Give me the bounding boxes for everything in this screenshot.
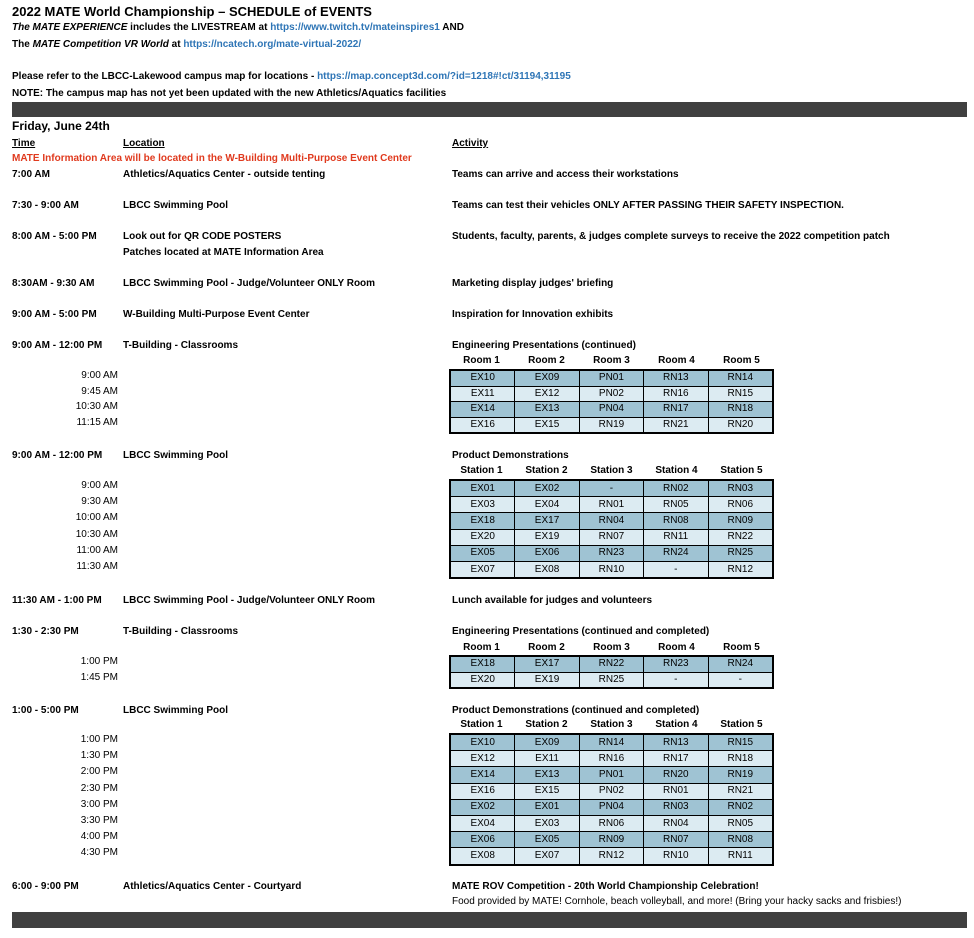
event-location: LBCC Swimming Pool <box>123 705 228 716</box>
table-cell: EX15 <box>515 783 579 799</box>
event-activity: Engineering Presentations (continued) <box>452 340 636 351</box>
grid-column-header: Room 4 <box>658 642 695 653</box>
table-cell: RN03 <box>708 480 773 497</box>
grid-column-header: Station 1 <box>460 465 503 476</box>
campus-map-note: NOTE: The campus map has not yet been updated with the new Athletics/Aquatics facilities <box>12 88 447 99</box>
table-row <box>450 848 773 865</box>
table-cell: EX09 <box>515 734 579 751</box>
table-cell: - <box>708 672 773 688</box>
table-cell: RN25 <box>579 672 643 688</box>
table-cell: EX03 <box>515 815 579 831</box>
slot-time: 11:15 AM <box>76 416 118 428</box>
table-row <box>450 545 773 561</box>
table-cell: EX10 <box>450 734 515 751</box>
table-cell: EX06 <box>450 832 515 848</box>
table-cell: EX16 <box>450 783 515 799</box>
slot-time: 9:45 AM <box>81 385 118 397</box>
table-cell: EX20 <box>450 672 515 688</box>
grid-column-header: Room 4 <box>658 355 695 366</box>
table-cell: RN01 <box>579 497 643 513</box>
slot-time: 1:45 PM <box>80 671 118 683</box>
slot-time: 1:30 PM <box>80 750 118 762</box>
header-line2-pre: The <box>12 39 33 50</box>
table-cell: EX11 <box>515 751 579 767</box>
table-cell: EX19 <box>515 672 579 688</box>
table-cell: EX07 <box>515 848 579 865</box>
column-header-location: Location <box>123 138 165 149</box>
table-cell: RN16 <box>644 386 708 402</box>
table-cell: EX12 <box>515 386 579 402</box>
table-cell: EX06 <box>515 545 579 561</box>
page-title: 2022 MATE World Championship – SCHEDULE of EVENTS <box>12 4 372 19</box>
grid-column-header: Station 4 <box>655 465 698 476</box>
table-cell: RN10 <box>644 848 708 865</box>
table-cell: PN01 <box>579 370 643 386</box>
grid-column-header: Room 2 <box>528 355 565 366</box>
table-cell: RN18 <box>708 402 773 418</box>
table-row <box>450 561 773 578</box>
table-row <box>450 480 773 497</box>
grid-column-header: Station 5 <box>720 719 763 730</box>
schedule-table <box>449 733 774 866</box>
event-activity: Marketing display judges' briefing <box>452 278 614 289</box>
slot-time: 11:30 AM <box>76 561 118 572</box>
column-header-time: Time <box>12 138 36 149</box>
header-line1-mid: includes the LIVESTREAM at <box>127 22 271 33</box>
table-cell: RN20 <box>708 417 773 433</box>
table-row <box>450 832 773 848</box>
header-line-livestream <box>12 22 464 33</box>
table-row <box>450 497 773 513</box>
table-cell: RN15 <box>708 734 773 751</box>
table-cell: RN24 <box>644 545 708 561</box>
table-row <box>450 386 773 402</box>
schedule-table <box>449 655 774 689</box>
table-cell: RN22 <box>579 656 643 672</box>
table-cell: EX17 <box>515 656 579 672</box>
table-cell: PN01 <box>579 767 643 783</box>
table-cell: RN06 <box>708 497 773 513</box>
event-location: Look out for QR CODE POSTERS <box>123 231 282 242</box>
table-cell: EX05 <box>450 545 515 561</box>
table-cell: EX18 <box>450 656 515 672</box>
grid-column-header: Station 3 <box>590 719 633 730</box>
event-location: W-Building Multi-Purpose Event Center <box>123 309 310 320</box>
table-cell: EX12 <box>450 751 515 767</box>
table-cell: RN25 <box>708 545 773 561</box>
table-cell: EX14 <box>450 402 515 418</box>
table-cell: RN15 <box>708 386 773 402</box>
grid-column-header: Room 1 <box>463 642 500 653</box>
table-cell: RN05 <box>644 497 708 513</box>
table-cell: EX05 <box>515 832 579 848</box>
table-cell: RN16 <box>579 751 643 767</box>
table-row <box>450 815 773 831</box>
event-activity: Teams can test their vehicles ONLY AFTER PASSING THEIR SAFETY INSPECTION. <box>452 200 844 211</box>
table-cell: RN01 <box>644 783 708 799</box>
slot-time: 3:00 PM <box>80 798 118 810</box>
table-cell: EX16 <box>450 417 515 433</box>
table-cell: EX14 <box>450 767 515 783</box>
table-cell: EX18 <box>450 513 515 529</box>
table-row <box>450 672 773 688</box>
grid-column-header: Room 2 <box>528 642 565 653</box>
table-cell: EX01 <box>515 799 579 815</box>
slot-time: 3:30 PM <box>80 815 118 826</box>
table-row <box>450 783 773 799</box>
table-cell: RN19 <box>579 417 643 433</box>
table-cell: RN07 <box>579 529 643 545</box>
table-row <box>450 734 773 751</box>
table-cell: EX10 <box>450 370 515 386</box>
grid-column-header: Station 5 <box>720 465 763 476</box>
table-cell: EX03 <box>450 497 515 513</box>
table-cell: PN02 <box>579 783 643 799</box>
event-activity: Lunch available for judges and volunteers <box>452 595 653 606</box>
table-cell: RN23 <box>579 545 643 561</box>
schedule-table <box>449 479 774 579</box>
table-cell: RN02 <box>708 799 773 815</box>
table-cell: EX09 <box>515 370 579 386</box>
campus-map-line <box>12 71 571 82</box>
table-cell: RN05 <box>708 815 773 831</box>
slot-time: 2:30 PM <box>80 782 118 794</box>
vr-world-link[interactable]: https://ncatech.org/mate-virtual-2022/ <box>183 39 362 50</box>
day-heading: Friday, June 24th <box>12 119 110 133</box>
grid-column-header: Room 5 <box>723 642 760 653</box>
grid-column-header: Room 1 <box>463 355 500 366</box>
table-cell: RN18 <box>708 751 773 767</box>
event-time: 9:00 AM - 12:00 PM <box>12 450 103 461</box>
event-activity: Inspiration for Innovation exhibits <box>452 309 614 320</box>
info-area-notice: MATE Information Area will be located in the W-Building Multi-Purpose Event Center <box>12 153 412 164</box>
table-row <box>450 767 773 783</box>
table-cell: RN20 <box>644 767 708 783</box>
event-location: Athletics/Aquatics Center - Courtyard <box>123 881 302 892</box>
table-cell: RN02 <box>644 480 708 497</box>
event-location: LBCC Swimming Pool <box>123 200 228 211</box>
grid-column-header: Station 4 <box>655 719 698 730</box>
event-time: 6:00 - 9:00 PM <box>12 881 79 892</box>
table-cell: RN07 <box>644 832 708 848</box>
bottom-divider-bar <box>12 912 967 928</box>
table-cell: EX11 <box>450 386 515 402</box>
event-time: 11:30 AM - 1:00 PM <box>12 595 102 606</box>
grid-column-header: Station 2 <box>525 465 568 476</box>
table-cell: EX04 <box>515 497 579 513</box>
grid-column-header: Station 1 <box>460 719 503 730</box>
slot-time: 9:30 AM <box>81 496 118 508</box>
table-cell: RN17 <box>644 402 708 418</box>
table-cell: RN13 <box>644 370 708 386</box>
table-cell: - <box>644 672 708 688</box>
table-cell: - <box>644 561 708 578</box>
header-line-vr <box>12 39 361 50</box>
table-cell: RN11 <box>644 529 708 545</box>
table-cell: RN09 <box>579 832 643 848</box>
table-cell: RN10 <box>579 561 643 578</box>
table-cell: EX15 <box>515 417 579 433</box>
table-row <box>450 402 773 418</box>
grid-column-header: Room 5 <box>723 355 760 366</box>
table-cell: EX08 <box>450 848 515 865</box>
event-time: 8:30AM - 9:30 AM <box>12 278 95 289</box>
event-location: T-Building - Classrooms <box>123 340 239 351</box>
table-cell: EX13 <box>515 402 579 418</box>
table-row <box>450 799 773 815</box>
table-cell: RN08 <box>708 832 773 848</box>
slot-time: 10:00 AM <box>75 512 118 524</box>
table-cell: RN04 <box>644 815 708 831</box>
table-cell: EX20 <box>450 529 515 545</box>
table-cell: EX19 <box>515 529 579 545</box>
column-header-activity: Activity <box>452 138 489 149</box>
table-cell: RN21 <box>644 417 708 433</box>
table-cell: EX13 <box>515 767 579 783</box>
table-cell: RN23 <box>644 656 708 672</box>
grid-column-header: Station 2 <box>525 719 568 730</box>
slot-time: 10:30 AM <box>75 528 118 540</box>
slot-time: 2:00 PM <box>80 766 118 778</box>
table-cell: EX04 <box>450 815 515 831</box>
slot-time: 1:00 PM <box>80 734 118 745</box>
table-cell: RN11 <box>708 848 773 865</box>
event-time: 9:00 AM - 5:00 PM <box>12 309 97 320</box>
table-cell: EX02 <box>515 480 579 497</box>
slot-time: 9:00 AM <box>81 370 118 381</box>
event-activity: Product Demonstrations (continued and completed) <box>452 705 700 716</box>
event-location: LBCC Swimming Pool - Judge/Volunteer ONLY Room <box>123 595 376 606</box>
table-cell: RN13 <box>644 734 708 751</box>
table-row <box>450 417 773 433</box>
event-location: LBCC Swimming Pool - Judge/Volunteer ONLY Room <box>123 278 376 289</box>
table-cell: - <box>579 480 643 497</box>
grid-column-header: Room 3 <box>593 355 630 366</box>
table-cell: RN21 <box>708 783 773 799</box>
table-cell: RN06 <box>579 815 643 831</box>
event-time: 1:00 - 5:00 PM <box>12 705 79 716</box>
table-cell: RN04 <box>579 513 643 529</box>
slot-time: 1:00 PM <box>80 656 118 667</box>
table-cell: PN02 <box>579 386 643 402</box>
vr-world-label: MATE Competition VR World <box>32 39 169 50</box>
event-activity: Teams can arrive and access their workstations <box>452 169 679 180</box>
campus-map-link[interactable]: https://map.concept3d.com/?id=1218#!ct/31194,31195 <box>317 71 571 82</box>
table-cell: PN04 <box>579 402 643 418</box>
event-location: T-Building - Classrooms <box>123 626 239 637</box>
table-cell: EX07 <box>450 561 515 578</box>
header-line2-mid: at <box>168 39 184 50</box>
table-cell: EX17 <box>515 513 579 529</box>
table-cell: RN08 <box>644 513 708 529</box>
table-cell: EX02 <box>450 799 515 815</box>
event-time: 1:30 - 2:30 PM <box>12 626 79 637</box>
campus-map-text: Please refer to the LBCC-Lakewood campus map for locations - <box>12 71 318 82</box>
grid-column-header: Station 3 <box>590 465 633 476</box>
table-cell: RN14 <box>708 370 773 386</box>
slot-time: 10:30 AM <box>75 401 118 412</box>
slot-time: 11:00 AM <box>76 544 118 556</box>
table-cell: RN17 <box>644 751 708 767</box>
livestream-link[interactable]: https://www.twitch.tv/mateinspires1 <box>270 22 440 33</box>
mate-experience-label: The MATE EXPERIENCE <box>12 22 128 33</box>
table-row <box>450 656 773 672</box>
event-activity: Product Demonstrations <box>452 450 569 461</box>
table-cell: PN04 <box>579 799 643 815</box>
table-row <box>450 513 773 529</box>
event-time: 9:00 AM - 12:00 PM <box>12 340 103 351</box>
event-location-secondary: Patches located at MATE Information Area <box>123 247 324 258</box>
event-activity-detail: Food provided by MATE! Cornhole, beach volleyball, and more! (Bring your hacky sacks and frisbies!) <box>452 896 902 907</box>
table-row <box>450 751 773 767</box>
table-row <box>450 529 773 545</box>
table-cell: RN14 <box>579 734 643 751</box>
table-cell: RN09 <box>708 513 773 529</box>
event-location: Athletics/Aquatics Center - outside tenting <box>123 169 326 180</box>
header-line1-end: AND <box>439 22 464 33</box>
table-cell: EX08 <box>515 561 579 578</box>
event-activity: Engineering Presentations (continued and completed) <box>452 626 710 637</box>
event-time: 8:00 AM - 5:00 PM <box>12 231 97 242</box>
slot-time: 9:00 AM <box>81 480 118 491</box>
event-activity: MATE ROV Competition - 20th World Championship Celebration! <box>452 881 759 892</box>
schedule-table <box>449 369 774 434</box>
top-divider-bar <box>12 102 967 117</box>
event-activity: Students, faculty, parents, & judges complete surveys to receive the 2022 competition patch <box>452 231 890 242</box>
table-cell: RN19 <box>708 767 773 783</box>
table-cell: RN03 <box>644 799 708 815</box>
grid-column-header: Room 3 <box>593 642 630 653</box>
table-cell: RN12 <box>708 561 773 578</box>
slot-time: 4:30 PM <box>80 847 118 859</box>
table-cell: RN22 <box>708 529 773 545</box>
slot-time: 4:00 PM <box>80 831 118 843</box>
table-cell: RN24 <box>708 656 773 672</box>
event-time: 7:00 AM <box>12 169 50 180</box>
table-cell: EX01 <box>450 480 515 497</box>
event-location: LBCC Swimming Pool <box>123 450 228 461</box>
event-time: 7:30 - 9:00 AM <box>12 200 79 211</box>
table-row <box>450 370 773 386</box>
table-cell: RN12 <box>579 848 643 865</box>
